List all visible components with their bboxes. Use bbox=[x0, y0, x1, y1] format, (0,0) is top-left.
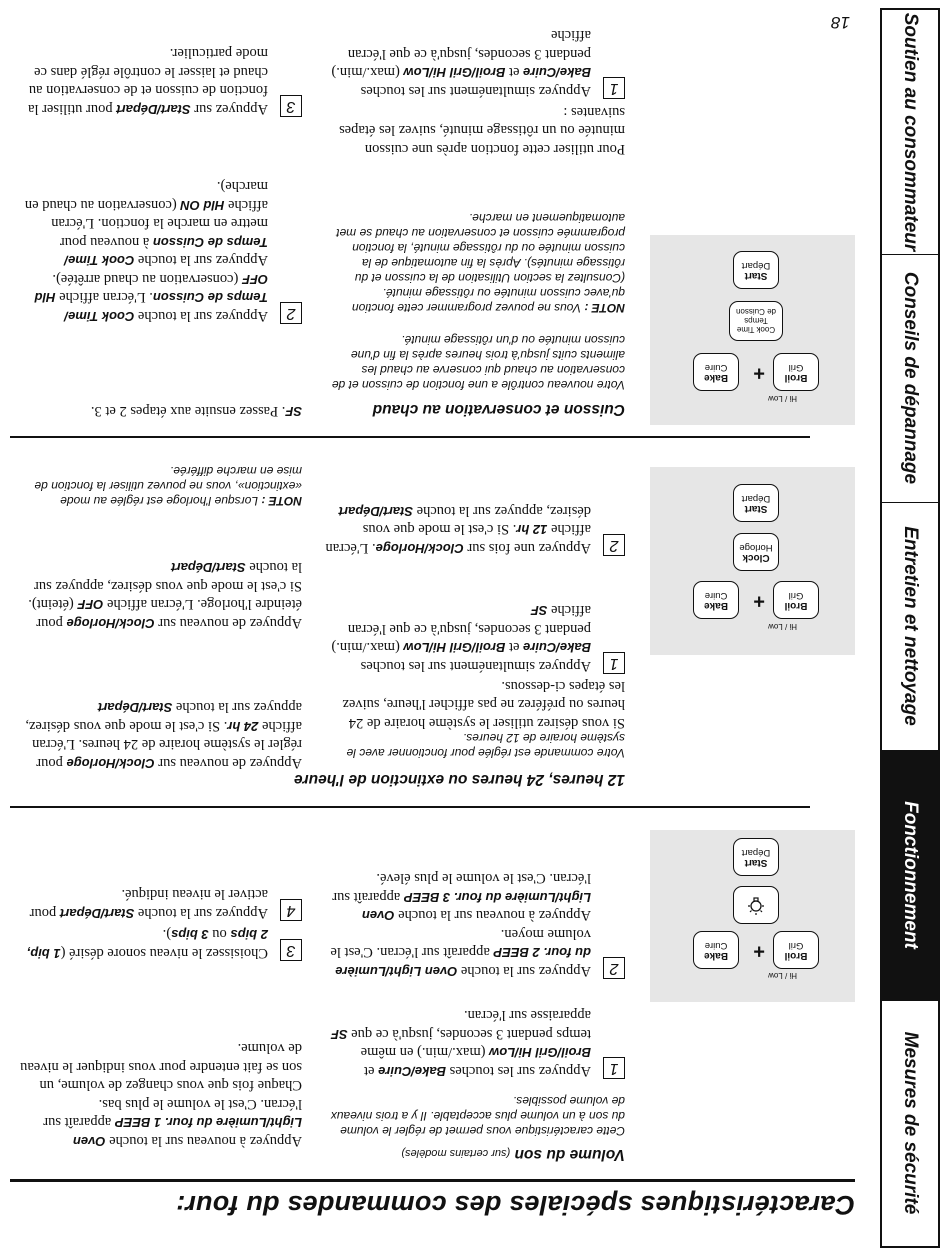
step-number: 2 bbox=[603, 957, 625, 979]
step-number: 2 bbox=[603, 534, 625, 556]
plus-sign: + bbox=[753, 940, 765, 962]
tab-soutien-au-consommateur[interactable]: Soutien au consommateur bbox=[900, 12, 921, 252]
broil-key[interactable]: Broil Gril bbox=[773, 353, 819, 391]
step-number: 1 bbox=[603, 77, 625, 99]
section-divider bbox=[10, 806, 810, 808]
clock-right-1: Appuyez de nouveau sur Clock/Horloge pour régler le système horaire de 24 heures. L'écran affiche 24 hr. Si c'est le mode que vous désirez, appuyez sur la touche Start/Départ bbox=[25, 699, 302, 771]
plus-sign: + bbox=[753, 362, 765, 384]
hilow-label: Hi / Low bbox=[768, 622, 797, 631]
volume-step-3: 3 Choisissez le niveau sonore désiré (1 bip, 2 bips ou 3 bips). bbox=[20, 925, 302, 962]
section-divider bbox=[10, 436, 810, 438]
clock-note: NOTE : Lorsque l'horloge est réglée au mode «extinction», vous ne pouvez utiliser la fonction de mise en marche différée. bbox=[34, 464, 302, 508]
plus-sign: + bbox=[753, 590, 765, 612]
clock-step-2: 2 Appuyez une fois sur Clock/Horloge. L'écran affiche 12 hr. Si c'est le mode que vous désirez, appuyez sur la touche Start/Départ bbox=[325, 502, 625, 558]
section-tabs bbox=[880, 8, 940, 1248]
volume-continued: Appuyez à nouveau sur la touche Oven Light/Lumière du four. 1 BEEP apparaît sur l'écran. C'est le volume le plus bas. Chaque fois que vous changez de volume, un son se fait entendre pour vous indiquer le niveau de volume. bbox=[20, 1040, 302, 1149]
bake-key[interactable]: Bake Cuire bbox=[693, 581, 739, 619]
page-number: 18 bbox=[831, 13, 850, 32]
tab-mesures-de-securite[interactable]: Mesures de sécurité bbox=[882, 1000, 938, 1246]
cook-hold-intro: Votre nouveau contrôle a une fonction de cuisson et de conservation au chaud qui conserve au chaud les aliments cuits jusqu'à trois heures après la fin d'une cuisson minutée ou d'un rôtissage minuté. bbox=[331, 333, 625, 392]
hilow-label: Hi / Low bbox=[768, 394, 797, 403]
cook-hold-step-1-continued: SF. Passez ensuite aux étapes 2 et 3. bbox=[90, 403, 302, 419]
light-bulb-icon bbox=[745, 894, 767, 916]
cook-hold-step-3: 3 Appuyez sur Start/Départ pour utiliser la fonction de cuisson et de conservation au chaud et laisser le contrôle réglé dans ce mode particulier. bbox=[20, 44, 302, 118]
cook-hold-step-2: 2 Appuyez sur la touche Cook Time/ Temps de Cuisson. L'écran affiche Hld OFF (conservation au chaud arrêtée). Appuyez sur la touche Cook Time/ Temps de Cuisson à nouveau pour mettre en marche la fonction. L'écran affiche Hld ON (conservation au chaud en marche). bbox=[20, 177, 302, 325]
volume-step-1: 1 Appuyez sur les touches Bake/Cuire et Broil/Gril Hi/Low (max./min.) en même temps pendant 3 secondes, jusqu'à ce que SF apparaisse sur l'écran. bbox=[325, 1006, 625, 1080]
step-number: 1 bbox=[603, 1057, 625, 1079]
volume-heading: Volume du son (sur certains modèles) bbox=[401, 1146, 625, 1163]
volume-step-4: 4 Appuyez sur la touche Start/Départ pour activer le niveau indiqué. bbox=[20, 885, 302, 922]
clock-keypad bbox=[650, 467, 855, 655]
volume-intro: Cette caractéristique vous permet de régler le volume du son à un volume plus acceptable. Il y a trois niveaux de volume possibles. bbox=[330, 1094, 625, 1138]
tab-fonctionnement[interactable]: Fonctionnement bbox=[882, 750, 938, 1000]
cook-hold-keypad bbox=[650, 235, 855, 425]
tab-entretien-et-nettoyage[interactable]: Entretien et nettoyage bbox=[882, 502, 938, 750]
bake-key[interactable]: Bake Cuire bbox=[693, 931, 739, 969]
page-title: Caractéristiques spéciales des commandes du four: bbox=[175, 1190, 855, 1220]
cook-hold-step-1: 1 Appuyez simultanément sur les touches Bake/Cuire et Broil/Gril Hi/Low (max./min.) pendant 3 secondes, jusqu'à ce que l'écran affiche bbox=[325, 26, 625, 100]
volume-keypad bbox=[650, 830, 855, 1002]
start-key[interactable]: Start Départ bbox=[733, 484, 779, 522]
bake-key[interactable]: Bake Cuire bbox=[693, 353, 739, 391]
clock-key[interactable]: Clock Horloge bbox=[733, 533, 779, 571]
title-rule bbox=[10, 1179, 855, 1182]
broil-key[interactable]: Broil Gril bbox=[773, 931, 819, 969]
hilow-label: Hi / Low bbox=[768, 971, 797, 980]
clock-heading: 12 heures, 24 heures ou extinction de l'heure bbox=[293, 771, 625, 788]
clock-paragraph: Si vous désirez utiliser le système horaire de 24 heures ou préférez ne pas afficher l'heure, suivez les étapes ci-dessous. bbox=[342, 678, 625, 731]
start-key[interactable]: Start Départ bbox=[733, 838, 779, 876]
step-number: 3 bbox=[280, 939, 302, 961]
cook-hold-heading: Cuisson et conservation au chaud bbox=[372, 401, 625, 418]
tab-conseils-de-depannage[interactable]: Conseils de dépannage bbox=[882, 254, 938, 502]
volume-step-2: 2 Appuyez sur la touche Oven Light/Lumière du four. 2 BEEP apparaît sur l'écran. C'est le volume moyen. Appuyez à nouveau sur la touche Oven Light/Lumière du four. 3 BEEP apparaît sur l'écran. C'est le volume le plus élevé. bbox=[325, 869, 625, 980]
clock-right-2: Appuyez de nouveau sur Clock/Horloge pour éteindre l'horloge. L'écran affiche OFF (éteint). Si c'est le mode que vous désirez, appuyez sur la touche Start/Départ bbox=[28, 559, 302, 631]
cook-hold-note: NOTE : Vous ne pouvez programmer cette fonction qu'avec cuisson minutée ou rôtissage minuté. (Consultez la section Utilisation de la cuisson et du rôtissage minutés). Après la fin automatique de la cuisson minutée ou du rôtissage minuté, la fonction programmée cuisson et conservation au chaud se met automatiquement en marche. bbox=[336, 211, 625, 315]
step-number: 1 bbox=[603, 652, 625, 674]
clock-intro: Votre commande est réglée pour fonctionner avec le système horaire de 12 heures. bbox=[346, 731, 625, 760]
cook-time-key[interactable]: Cook Time Temps de Cuisson bbox=[729, 301, 783, 341]
step-number: 3 bbox=[280, 95, 302, 117]
start-key[interactable]: Start Départ bbox=[733, 251, 779, 289]
broil-key[interactable]: Broil Gril bbox=[773, 581, 819, 619]
clock-step-1: 1 Appuyez simultanément sur les touches Bake/Cuire et Broil/Gril Hi/Low (max./min.) pendant 3 secondes, jusqu'à ce que l'écran affiche SF bbox=[325, 601, 625, 675]
step-number: 2 bbox=[280, 302, 302, 324]
step-number: 4 bbox=[280, 899, 302, 921]
oven-light-key[interactable] bbox=[733, 886, 779, 924]
cook-hold-paragraph: Pour utiliser cette fonction après une cuisson minutée ou un rôtissage minuté, suivez les étapes suivantes : bbox=[339, 104, 625, 157]
